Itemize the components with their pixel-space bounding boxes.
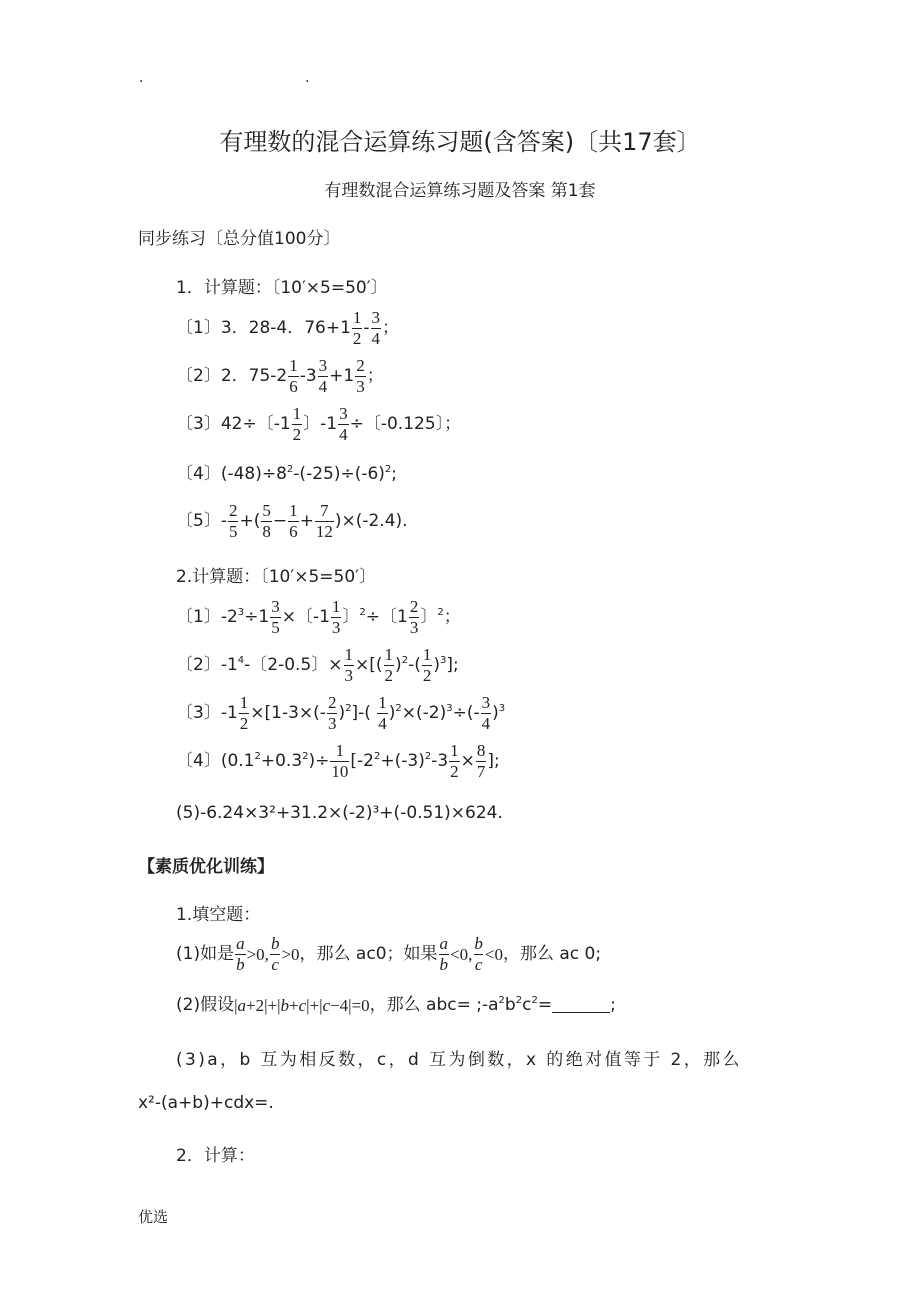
calc-heading: 2．计算： <box>176 1146 255 1166</box>
answer-blank[interactable] <box>552 998 610 1013</box>
fill-item-1: (1)如是 $\frac{a}{b}$ >0, $\frac{b}{c}$ >0 ，那么 ac0；如果 $\frac{a}{b}$ <0, $\frac{b}{c}$ <0 ，那么 ac 0; <box>176 933 602 974</box>
fill-item-2: (2)假设 |a+2|+|b+c|+|c−4|=0 ，那么 $abc= ;-a^2b^2c^2=$ ; <box>176 994 616 1015</box>
q2-item-2: 〔2〕$-1^4-$〔2-0.5〕× $\frac{1}{3}$ ×[( $\frac{1}{2}$ )$^2$-( $\frac{1}{2}$ )$^3$]; <box>176 644 459 685</box>
page-subtitle: 有理数混合运算练习题及答案 第1套 <box>324 181 596 201</box>
q2-item-1: 〔1〕$-2^3\div 1$ $\frac{3}{5}$ ×〔-1 $\frac{1}{3}$ 〕$^2$÷〔1 $\frac{2}{3}$ 〕$^2$； <box>176 596 461 637</box>
q2-item-3: 〔3〕-1 $\frac{1}{2}$ ×[1-3×(- $\frac{2}{3}$ )$^2$]-( $\frac{1}{4}$ )$^2\times(-2)^3\div(-$ $\frac{3}{4}$ )$^3$ <box>176 692 506 733</box>
page-footer: 优选 <box>138 1208 169 1226</box>
q1-item-4: 〔4〕$(-48)\div 8^2-(-25)\div(-6)^2$; <box>176 463 398 484</box>
q1-item-3: 〔3〕42÷〔-1 $\frac{1}{2}$ 〕-1 $\frac{3}{4}$ ÷〔-0.125〕； <box>176 403 462 444</box>
q1-item-1: 〔1〕3．28-4．76+1 $\frac{1}{2}$ - $\frac{3}{4}$ ； <box>176 307 400 348</box>
section-heading-sync: 同步练习〔总分值100分〕 <box>138 229 341 249</box>
fill-heading: 1.填空题： <box>176 905 261 925</box>
fill-item-3-line2: x²-(a+b)+cdx=. <box>138 1093 274 1113</box>
q1-item-2: 〔2〕2．75-2 $\frac{1}{6}$ -3 $\frac{3}{4}$ +1 $\frac{2}{3}$ ； <box>176 355 384 396</box>
q1-heading: 1．计算题：〔10′×5=50′〕 <box>176 278 388 298</box>
section-heading-training: 【素质优化训练】 <box>138 857 274 877</box>
q2-item-4: 〔4〕$(0.1^2+0.3^2)\div$ $\frac{1}{10}$ [$-2^2+(-3)^2-3$ $\frac{1}{2}$ × $\frac{8}{7}$ ]; <box>176 740 500 781</box>
q2-heading: 2.计算题：〔10′×5=50′〕 <box>176 567 377 587</box>
q1-item-5: 〔5〕- $\frac{2}{5}$ +( $\frac{5}{8}$ − $\frac{1}{6}$ + $\frac{7}{12}$ )×(-2.4). <box>176 500 408 541</box>
fill-item-3-line1: (3)a，b 互为相反数，c，d 互为倒数，x 的绝对值等于 2，那么 <box>176 1050 742 1070</box>
q2-item-5: (5)-6.24×3²+31.2×(-2)³+(-0.51)×624. <box>176 803 503 823</box>
page-title: 有理数的混合运算练习题(含答案)〔共17套〕 <box>219 128 701 156</box>
header-dot-right: . <box>305 70 310 86</box>
header-dot-left: . <box>139 70 144 86</box>
